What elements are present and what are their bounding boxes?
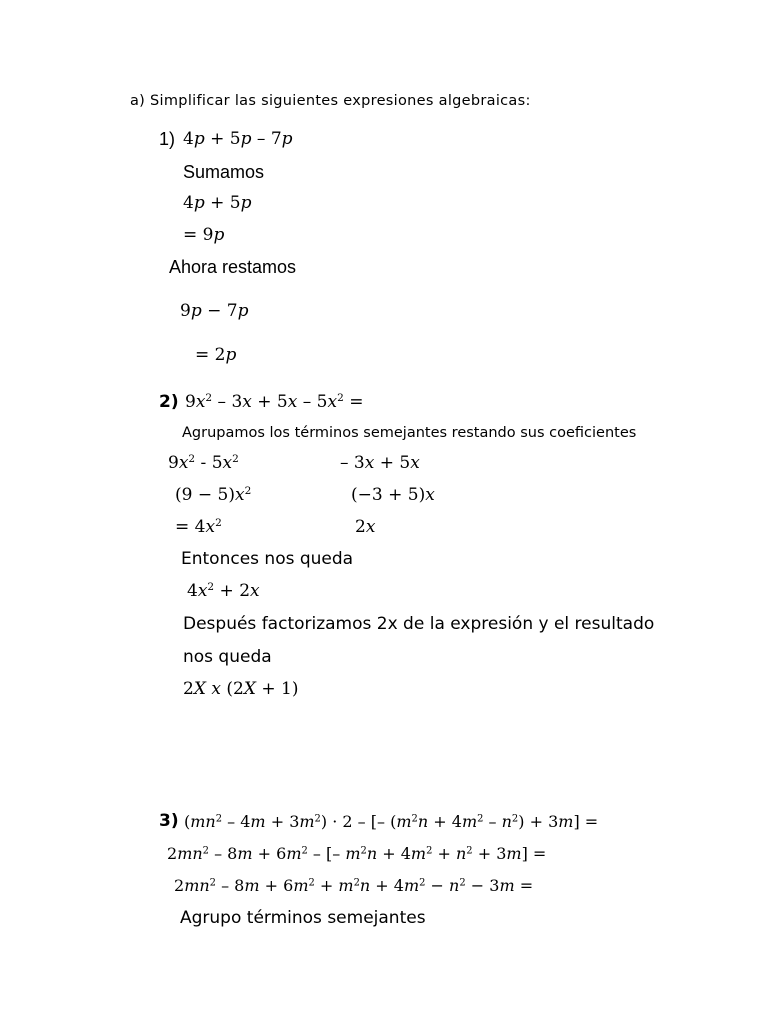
problem2-left-row-3: = $4x^2$ bbox=[175, 517, 222, 537]
problem1-final-result: = 2p bbox=[195, 345, 237, 365]
problem2-expression: $9x^2 - 3x + 5x - 5x^2$ = bbox=[185, 392, 364, 412]
problem3-line1: $(mn^2 - 4m + 3m^2) \cdot 2$ – [– $(m^2n + 4m^2 - n^2) + 3m$] = bbox=[184, 812, 599, 831]
problem2-right-row-2: (−3 + 5)x bbox=[351, 485, 435, 505]
problem2-left-row-2: $(9 - 5)x^2$ bbox=[175, 485, 252, 505]
problem2-right-row-3: 2x bbox=[355, 517, 376, 537]
problem3-line2: $2mn^2 - 8m + 6m^2$ – [– $m^2n + 4m^2 + n^2 + 3m$] = bbox=[167, 844, 547, 863]
problem2-group-text: Agrupamos los términos semejantes restando sus coeficientes bbox=[182, 425, 637, 441]
problem1-number: 1) bbox=[159, 129, 176, 149]
problem2-number: 2) bbox=[159, 392, 179, 412]
page-heading: a) Simplificar las siguientes expresiones algebraicas: bbox=[130, 93, 531, 109]
problem2-factor-text-line2: nos queda bbox=[183, 647, 272, 667]
problem3-group-label: Agrupo términos semejantes bbox=[180, 908, 426, 928]
problem2-then-label: Entonces nos queda bbox=[181, 549, 354, 569]
problem2-factor-result: 2X x (2X + 1) bbox=[183, 679, 299, 699]
problem1-subtract-expression: 9p − 7p bbox=[180, 301, 249, 321]
problem2-left-row-1: $9x^2 - 5x^2$ bbox=[168, 453, 239, 473]
problem2-factor-text-line1: Después factorizamos 2x de la expresión y el resultado bbox=[183, 614, 655, 634]
problem3-number: 3) bbox=[159, 811, 179, 831]
problem2-then-expression: $4x^2 + 2x$ bbox=[187, 581, 260, 601]
problem1-sum-result: = 9p bbox=[183, 225, 225, 245]
problem1-subtract-label: Ahora restamos bbox=[169, 257, 297, 277]
problem3-line3: $2mn^2 - 8m + 6m^2 + m^2n + 4m^2 - n^2 - 3m$ = bbox=[174, 876, 534, 895]
problem2-right-row-1: – 3x + 5x bbox=[340, 453, 420, 473]
problem1-sum-expression: 4p + 5p bbox=[183, 193, 252, 213]
problem1-sum-label: Sumamos bbox=[183, 162, 265, 182]
problem1-expression: 4p + 5p – 7p bbox=[183, 129, 293, 149]
